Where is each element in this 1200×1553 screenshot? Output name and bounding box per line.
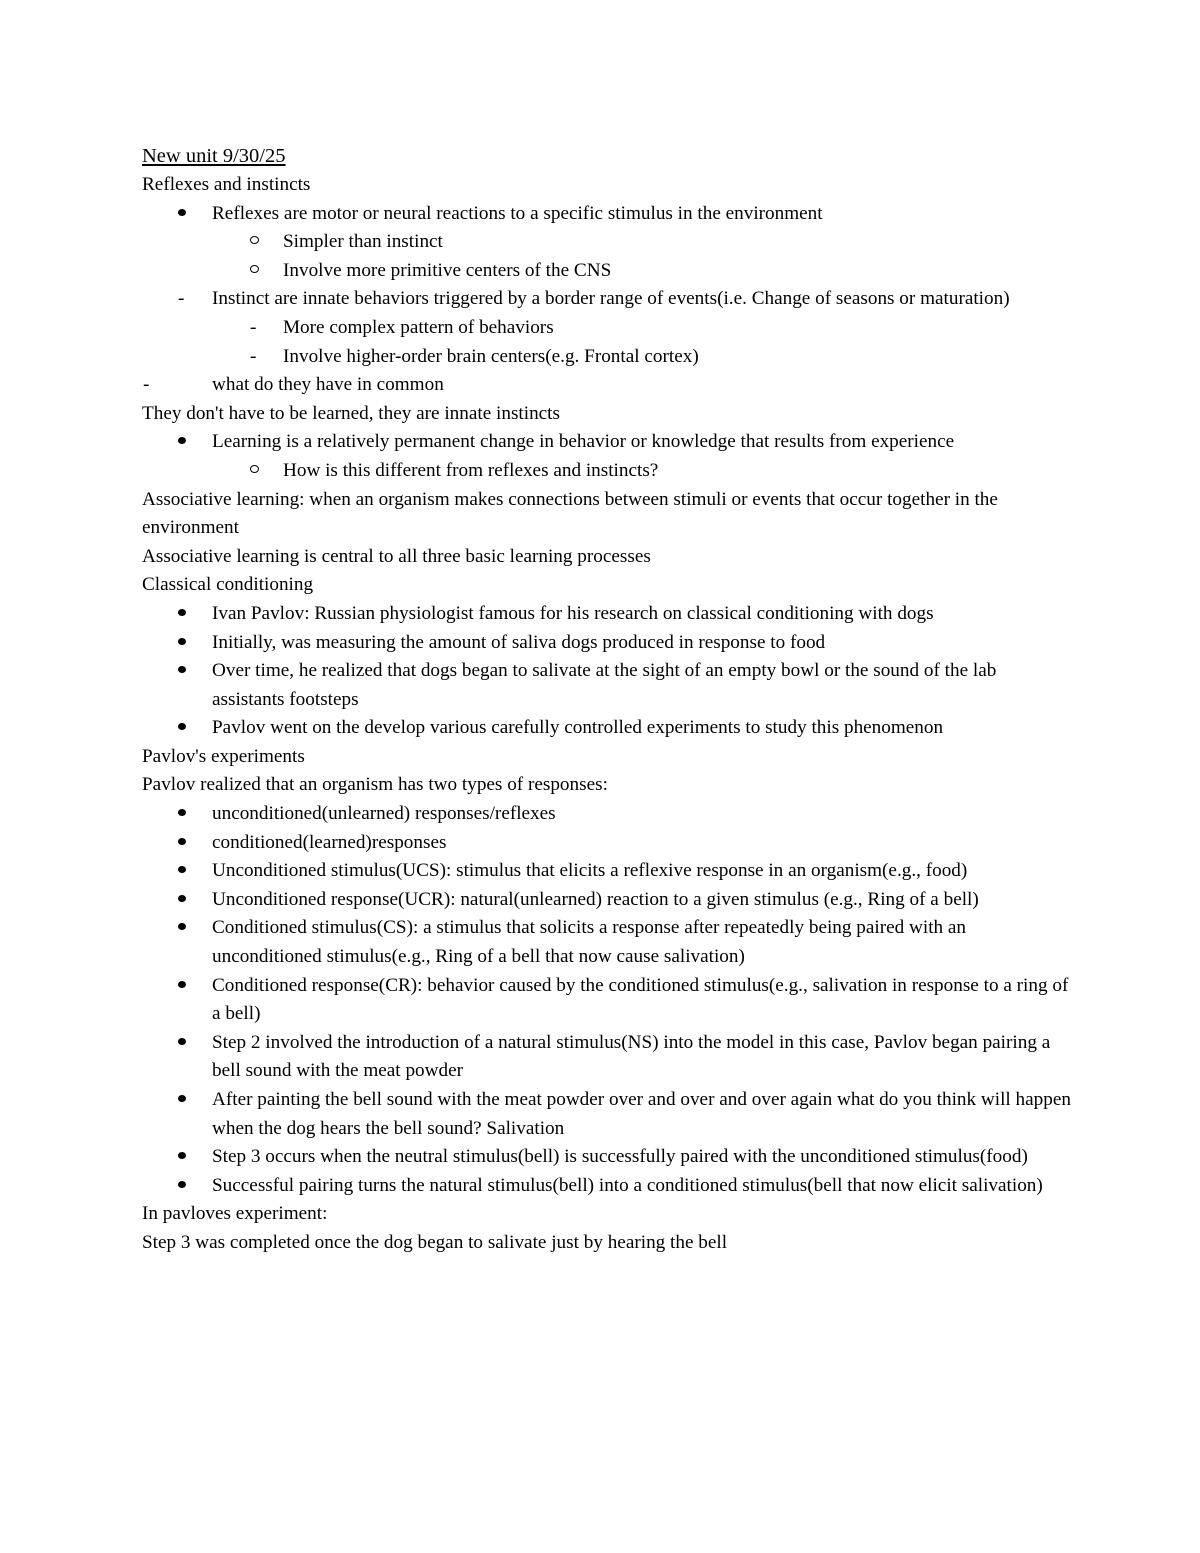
- dash-marker: -: [250, 345, 257, 367]
- dash-marker: -: [250, 316, 257, 338]
- bullet-text: Involve more primitive centers of the CNS: [283, 259, 612, 281]
- text-line: They don't have to be learned, they are innate instincts: [142, 402, 560, 424]
- bullet-circle-icon: [250, 257, 280, 286]
- bullet-text: Pavlov went on the develop various carefully controlled experiments to study this phenomenon: [212, 717, 944, 739]
- bullet-item: [142, 829, 1072, 858]
- bullet-item: [142, 457, 1072, 486]
- bullet-item: [142, 800, 1072, 829]
- bullet-item: [142, 1086, 1072, 1143]
- section-heading: Pavlov's experiments: [142, 745, 305, 767]
- bullet-text: Initially, was measuring the amount of saliva dogs produced in response to food: [212, 631, 826, 653]
- dash-item: [142, 371, 1072, 400]
- bullet-dot-icon: [178, 1029, 208, 1058]
- bullet-item: [142, 886, 1072, 915]
- bullet-item: [142, 972, 1072, 1029]
- dash-item: [142, 314, 1072, 343]
- bullet-dot-icon: [178, 428, 208, 457]
- bullet-item: [142, 1143, 1072, 1172]
- text-line: Step 3 was completed once the dog began to salivate just by hearing the bell: [142, 1231, 728, 1253]
- bullet-item: [142, 600, 1072, 629]
- bullet-text: Involve higher-order brain centers(e.g. Frontal cortex): [283, 345, 699, 367]
- bullet-text: Ivan Pavlov: Russian physiologist famous for his research on classical conditioning with dogs: [212, 602, 934, 624]
- bullet-item: [142, 228, 1072, 257]
- bullet-dot-icon: [178, 657, 208, 686]
- bullet-text: Simpler than instinct: [283, 231, 443, 253]
- bullet-text: Unconditioned response(UCR): natural(unlearned) reaction to a given stimulus (e.g., Ring of a bell): [212, 888, 979, 910]
- bullet-text: Successful pairing turns the natural stimulus(bell) into a conditioned stimulus(bell that now elicit salivation): [212, 1174, 1043, 1196]
- text-line: Reflexes and instincts: [142, 174, 311, 195]
- bullet-item: [142, 629, 1072, 658]
- bullet-item: [142, 257, 1072, 286]
- bullet-item: [142, 1172, 1072, 1201]
- bullet-item: [142, 914, 1072, 971]
- document-page: [142, 141, 1072, 1258]
- bullet-circle-icon: [250, 228, 280, 257]
- bullet-dot-icon: [178, 200, 208, 229]
- bullet-dot-icon: [178, 1172, 208, 1201]
- bullet-dot-icon: [178, 800, 208, 829]
- bullet-dot-icon: [178, 1143, 208, 1172]
- dash-marker: -: [178, 288, 185, 310]
- bullet-dot-icon: [178, 829, 208, 858]
- bullet-dot-icon: [178, 600, 208, 629]
- bullet-item: [142, 1029, 1072, 1086]
- bullet-text: Over time, he realized that dogs began to salivate at the sight of an empty bowl or the sound of the lab assistants footsteps: [212, 660, 997, 710]
- bullet-text: More complex pattern of behaviors: [283, 316, 554, 338]
- text-line: Associative learning is central to all three basic learning processes: [142, 545, 651, 567]
- text-line: Pavlov realized that an organism has two types of responses:: [142, 774, 608, 796]
- bullet-text: Learning is a relatively permanent change in behavior or knowledge that results from experience: [212, 431, 955, 453]
- dash-marker: -: [143, 374, 150, 396]
- dash-item: [142, 285, 1072, 314]
- bullet-item: [142, 857, 1072, 886]
- bullet-dot-icon: [178, 629, 208, 658]
- bullet-text: Instinct are innate behaviors triggered by a border range of events(i.e. Change of seasons or maturation): [212, 288, 1010, 310]
- section-heading: Classical conditioning: [142, 574, 314, 596]
- bullet-text: After painting the bell sound with the meat powder over and over and over again what do you think will happen when the dog hears the bell sound? Salivation: [212, 1089, 1071, 1139]
- bullet-text: what do they have in common: [212, 374, 444, 396]
- bullet-dot-icon: [178, 714, 208, 743]
- bullet-text: conditioned(learned)responses: [212, 831, 447, 853]
- text-line: In pavloves experiment:: [142, 1203, 328, 1225]
- bullet-text: How is this different from reflexes and instincts?: [283, 459, 659, 481]
- bullet-text: Unconditioned stimulus(UCS): stimulus that elicits a reflexive response in an organism(e.g., food): [212, 860, 968, 882]
- bullet-item: [142, 428, 1072, 457]
- text-line: Associative learning: when an organism makes connections between stimuli or events that occur together in the environment: [142, 488, 998, 539]
- bullet-text: unconditioned(unlearned) responses/reflexes: [212, 803, 556, 825]
- page-title: New unit 9/30/25: [142, 145, 286, 167]
- bullet-dot-icon: [178, 857, 208, 886]
- bullet-dot-icon: [178, 1086, 208, 1115]
- bullet-text: Conditioned stimulus(CS): a stimulus that solicits a response after repeatedly being paired with an unconditioned stimulus(e.g., Ring of a bell that now cause salivation): [212, 917, 967, 968]
- bullet-item: [142, 657, 1072, 714]
- bullet-text: Step 3 occurs when the neutral stimulus(bell) is successfully paired with the unconditioned stimulus(food): [212, 1146, 1028, 1168]
- bullet-text: Step 2 involved the introduction of a natural stimulus(NS) into the model in this case, Pavlov began pairing a bell sound with the meat powder: [212, 1031, 1051, 1082]
- bullet-text: Conditioned response(CR): behavior caused by the conditioned stimulus(e.g., salivation in response to a ring of a bell): [212, 974, 1069, 1025]
- bullet-dot-icon: [178, 886, 208, 915]
- bullet-dot-icon: [178, 972, 208, 1001]
- bullet-dot-icon: [178, 914, 208, 943]
- bullet-item: [142, 714, 1072, 743]
- dash-item: [142, 343, 1072, 372]
- bullet-text: Reflexes are motor or neural reactions to a specific stimulus in the environment: [212, 202, 823, 224]
- bullet-item: [142, 200, 1072, 229]
- bullet-circle-icon: [250, 457, 280, 486]
